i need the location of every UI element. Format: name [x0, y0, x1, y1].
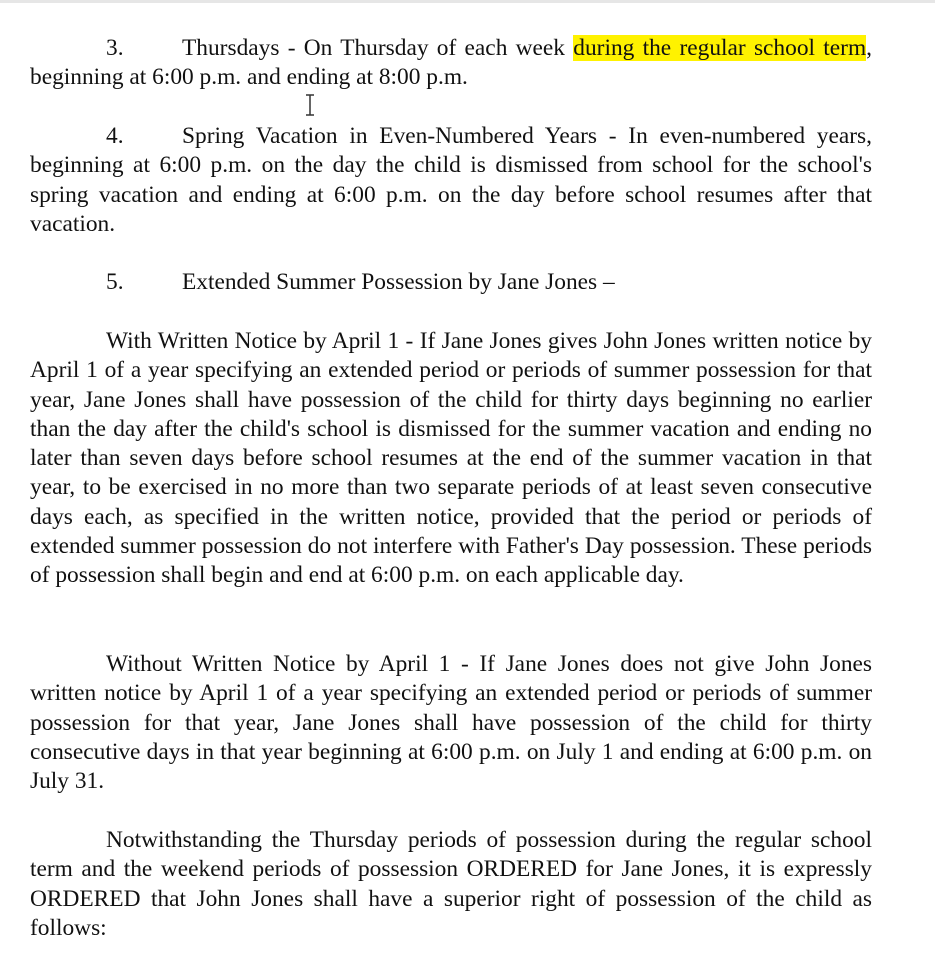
paragraph-3-text-end: , beginning at 6:00 p.m. and ending at 8:00 p.m. — [30, 35, 873, 91]
paragraph-4 — [30, 122, 872, 239]
paragraph-5-heading: Extended Summer Possession by Jane Jones – — [182, 269, 615, 295]
paragraph-3-text: Thursdays - On Thursday of each week — [182, 35, 574, 61]
highlighted-text: during the regular school term — [573, 35, 867, 61]
text-cursor-icon — [303, 94, 317, 116]
without-written-notice-paragraph: Without Written Notice by April 1 - If Jane Jones does not give John Jones written notice by April 1 of a year specifying an extended period or periods of summer possession for that year, Jane Jones shall have possession of the child for thirty consecutive days in that year beginning at 6:00 p.m. on July 1 and ending at 6:00 p.m. on July 31. — [30, 651, 872, 795]
notwithstanding-paragraph: Notwithstanding the Thursday periods of possession during the regular school term and the weekend periods of possession ORDERED for Jane Jones, it is expressly ORDERED that John Jones shall have a superior right of possession of the child as follows: — [30, 827, 872, 941]
with-written-notice-paragraph: With Written Notice by April 1 - If Jane Jones gives John Jones written notice by April 1 of a year specifying an extended period or periods of summer possession for that year, Jane Jones shall have possession of the child for thirty days beginning no earlier than the day after the child's school is dismissed for the summer vacation and ending no later than seven days before school resumes at the end of the summer vacation in that year, to be exercised in no more than two separate periods of at least seven consecutive days each, as specified in the written notice, provided that the period or periods of extended summer possession do not interfere with Father's Day possession. These periods of possession shall begin and end at 6:00 p.m. on each applicable day. — [30, 328, 872, 589]
paragraph-3 — [30, 34, 872, 93]
paragraph-4-text: Spring Vacation in Even-Numbered Years - In even-numbered years, beginning at 6:00 p.m. on the day the child is dismissed from school for the school's spring vacation and ending at 6:00 p.m. on the day before school resumes after that vacation. — [30, 123, 872, 237]
paragraph-5 — [30, 268, 872, 297]
paragraph-3-number: 3. — [106, 35, 124, 61]
paragraph-5-number: 5. — [106, 269, 124, 295]
paragraph-4-number: 4. — [106, 123, 124, 149]
